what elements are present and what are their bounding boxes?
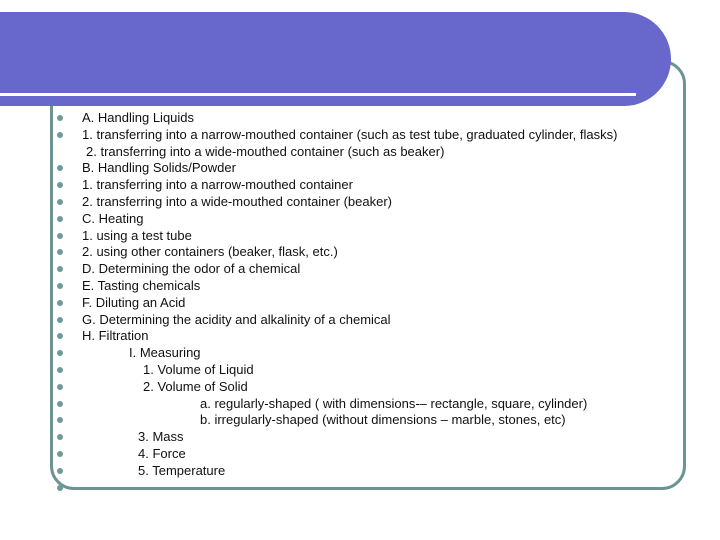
- bullet-icon: [57, 216, 63, 222]
- bullet-icon: [57, 401, 63, 407]
- list-item-text: 2. transferring into a wide-mouthed container (beaker): [82, 194, 392, 209]
- list-item-text: 5. Temperature: [138, 462, 226, 478]
- list-item-text: 3. Mass: [138, 429, 184, 445]
- list-item: [0, 445, 700, 462]
- list-item: [0, 109, 700, 126]
- list-item: [0, 243, 700, 260]
- bullet-icon: [57, 165, 63, 171]
- list-item: [0, 479, 700, 496]
- list-item: [0, 294, 700, 311]
- bullet-icon: [57, 233, 63, 239]
- list-item-text: 2. transferring into a wide-mouthed container (such as beaker): [86, 143, 445, 159]
- bullet-icon: [57, 283, 63, 289]
- list-item-text: 1. Volume of Liquid: [143, 362, 254, 377]
- list-item: [0, 159, 700, 176]
- list-item: [0, 143, 700, 160]
- bullet-icon: [57, 333, 63, 339]
- list-item-text: G. Determining the acidity and alkalinity of a chemical: [82, 311, 391, 327]
- list-item: [0, 126, 700, 143]
- list-item-text: 1. transferring into a narrow-mouthed container (such as test tube, graduated cylinder, flasks): [82, 126, 618, 142]
- list-item: [0, 277, 700, 294]
- list-item-text: B. Handling Solids/Powder: [82, 160, 236, 176]
- list-item: [0, 395, 700, 412]
- list-item: [0, 411, 700, 428]
- list-item-text: 2. using other containers (beaker, flask, etc.): [82, 244, 338, 260]
- list-item-text: C. Heating: [82, 210, 144, 226]
- list-item-text: 1. using a test tube: [82, 227, 192, 243]
- bullet-icon: [57, 199, 63, 205]
- bullet-icon: [57, 468, 63, 474]
- list-item-text: F. Diluting an Acid: [82, 294, 186, 310]
- list-item-text: D. Determining the odor of a chemical: [82, 261, 301, 277]
- bullet-icon: [57, 350, 63, 356]
- list-item-text: I. Measuring: [129, 345, 201, 361]
- list-item: [0, 378, 700, 395]
- list-item-text: A. Handling Liquids: [82, 110, 195, 125]
- bullet-icon: [57, 367, 63, 373]
- bullet-icon: [57, 132, 63, 138]
- list-item: [0, 428, 700, 445]
- list-item: [0, 210, 700, 227]
- bullet-icon: [57, 300, 63, 306]
- bullet-icon: [57, 434, 63, 440]
- bullet-icon: [57, 451, 63, 457]
- list-item: [0, 344, 700, 361]
- list-item-text: 1. transferring into a narrow-mouthed container: [82, 177, 353, 193]
- list-item: [0, 260, 700, 277]
- list-item: [0, 327, 700, 344]
- bullet-icon: [57, 266, 63, 272]
- list-item: [0, 311, 700, 328]
- list-item-text: H. Filtration: [82, 328, 149, 344]
- bullet-icon: [57, 485, 63, 491]
- list-item-text: a. regularly-shaped ( with dimensions-– rectangle, square, cylinder): [200, 395, 588, 411]
- list-item: [0, 227, 700, 244]
- list-item-text: b. irregularly-shaped (without dimensions – marble, stones, etc): [200, 412, 566, 428]
- list-item: [0, 176, 700, 193]
- list-item: [0, 193, 700, 210]
- list-item-text: 4. Force: [138, 446, 186, 461]
- list-item: [0, 361, 700, 378]
- bullet-icon: [57, 317, 63, 323]
- bullet-icon: [57, 384, 63, 390]
- bullet-icon: [57, 182, 63, 188]
- bullet-icon: [57, 417, 63, 423]
- bullet-icon: [57, 249, 63, 255]
- list-item: [0, 462, 700, 479]
- bullet-icon: [57, 115, 63, 121]
- list-item-text: E. Tasting chemicals: [82, 278, 201, 293]
- list-item-text: 2. Volume of Solid: [143, 378, 248, 394]
